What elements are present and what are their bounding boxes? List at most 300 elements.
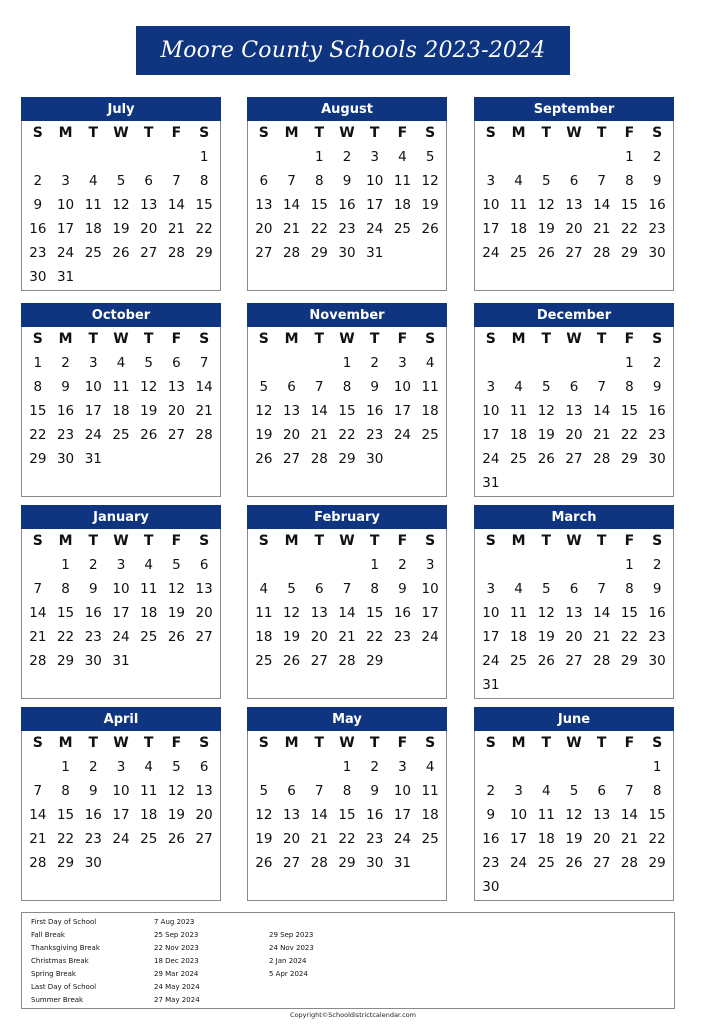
day-cell: 9 (370, 379, 379, 395)
weekday-label: W (113, 331, 129, 347)
day-cell: 12 (537, 197, 555, 213)
day-cell: 30 (648, 451, 666, 467)
day-cell: 6 (569, 379, 579, 395)
day-cell: 9 (486, 807, 496, 823)
day-cell: 24 (112, 629, 130, 645)
day-cell: 8 (61, 581, 70, 597)
month-march (474, 505, 674, 699)
day-cell: 2 (398, 557, 407, 573)
day-cell: 22 (29, 427, 47, 443)
day-cell: 3 (88, 355, 98, 371)
day-cell: 29 (620, 451, 639, 467)
day-cell: 6 (259, 173, 269, 189)
day-cell: 20 (195, 807, 213, 823)
day-cell: 14 (593, 197, 611, 213)
weekday-label: F (624, 533, 635, 549)
day-cell: 20 (140, 221, 158, 237)
day-cell: 1 (625, 149, 634, 165)
day-cell: 19 (255, 427, 273, 443)
day-cell: 6 (287, 379, 296, 395)
day-cell: 17 (421, 605, 439, 621)
day-cell: 15 (648, 807, 666, 823)
weekday-label: W (566, 331, 582, 347)
day-cell: 10 (482, 605, 500, 621)
day-cell: 13 (282, 807, 301, 823)
day-grid (22, 121, 220, 289)
day-cell: 20 (167, 403, 186, 419)
day-cell: 12 (537, 403, 555, 419)
day-cell: 5 (287, 581, 296, 597)
day-cell: 29 (620, 653, 639, 669)
day-cell: 3 (61, 173, 70, 189)
day-cell: 17 (393, 807, 412, 823)
day-cell: 14 (29, 807, 47, 823)
weekday-label: W (339, 533, 355, 549)
day-cell: 1 (625, 355, 634, 371)
day-cell: 30 (366, 451, 384, 467)
day-cell: 3 (116, 759, 126, 775)
day-cell: 26 (565, 855, 583, 871)
day-cell: 9 (652, 173, 662, 189)
weekday-label: S (258, 125, 269, 141)
day-cell: 13 (565, 197, 583, 213)
day-cell: 11 (509, 605, 528, 621)
day-cell: 22 (338, 831, 356, 847)
day-cell: 27 (195, 831, 213, 847)
weekday-label: T (314, 533, 325, 549)
day-cell: 16 (366, 403, 384, 419)
day-cell: 21 (29, 629, 47, 645)
day-grid (248, 327, 446, 471)
day-cell: 12 (167, 783, 186, 799)
day-cell: 13 (195, 581, 213, 597)
weekday-label: W (339, 125, 355, 141)
day-cell: 4 (116, 355, 126, 371)
day-cell: 21 (167, 221, 186, 237)
day-cell: 6 (597, 783, 606, 799)
day-cell: 30 (648, 653, 666, 669)
weekday-label: T (88, 125, 99, 141)
day-cell: 10 (509, 807, 528, 823)
day-cell: 22 (648, 831, 666, 847)
weekday-label: T (596, 125, 607, 141)
day-cell: 31 (84, 451, 102, 467)
day-cell: 6 (314, 581, 324, 597)
day-cell: 12 (255, 403, 273, 419)
day-cell: 26 (282, 653, 301, 669)
day-cell: 24 (421, 629, 439, 645)
day-cell: 5 (172, 557, 181, 573)
weekday-label: S (199, 533, 210, 549)
day-cell: 16 (338, 197, 356, 213)
day-cell: 7 (625, 783, 634, 799)
copyright: Copyright©Schooldistrictcalendar.com (290, 1011, 416, 1019)
empty-cell (532, 351, 560, 375)
day-cell: 4 (88, 173, 98, 189)
day-cell: 30 (56, 451, 75, 467)
day-cell: 23 (482, 855, 500, 871)
weekday-label: S (485, 125, 496, 141)
month-header: July (21, 97, 221, 121)
day-cell: 8 (61, 783, 70, 799)
weekday-label: T (143, 125, 154, 141)
day-cell: 14 (620, 807, 639, 823)
event-row (22, 942, 674, 955)
event-end: 29 Sep 2023 (269, 931, 314, 939)
day-cell: 8 (342, 379, 352, 395)
empty-cell (305, 351, 333, 375)
event-row (22, 994, 674, 1007)
day-cell: 15 (56, 807, 75, 823)
empty-cell (616, 755, 644, 779)
day-cell: 5 (172, 759, 181, 775)
day-cell: 16 (366, 807, 384, 823)
day-cell: 7 (597, 379, 606, 395)
day-cell: 29 (29, 451, 47, 467)
weekday-label: F (397, 331, 408, 347)
empty-cell (107, 145, 135, 169)
empty-cell (505, 145, 533, 169)
event-row (22, 981, 674, 994)
empty-cell (477, 351, 505, 375)
day-cell: 19 (282, 629, 301, 645)
day-cell: 7 (314, 783, 324, 799)
empty-cell (305, 755, 333, 779)
month-april (21, 707, 221, 901)
day-cell: 18 (509, 221, 528, 237)
day-cell: 1 (342, 355, 352, 371)
empty-cell (250, 351, 278, 375)
day-cell: 7 (597, 581, 606, 597)
day-cell: 5 (425, 149, 435, 165)
day-cell: 7 (342, 581, 352, 597)
day-cell: 30 (366, 855, 384, 871)
day-cell: 3 (398, 355, 407, 371)
day-cell: 21 (282, 221, 301, 237)
day-cell: 24 (393, 427, 412, 443)
weekday-label: T (596, 735, 607, 751)
day-cell: 11 (421, 379, 439, 395)
weekday-label: S (258, 735, 269, 751)
day-cell: 22 (620, 221, 639, 237)
day-cell: 9 (88, 581, 98, 597)
day-cell: 27 (140, 245, 158, 261)
day-cell: 11 (509, 197, 528, 213)
weekday-label: S (32, 533, 43, 549)
day-cell: 4 (514, 173, 523, 189)
day-cell: 9 (33, 197, 43, 213)
day-cell: 31 (366, 245, 384, 261)
weekday-label: M (511, 735, 526, 751)
day-cell: 29 (56, 653, 75, 669)
day-cell: 31 (482, 677, 500, 693)
day-cell: 11 (537, 807, 555, 823)
day-cell: 19 (167, 807, 186, 823)
empty-cell (588, 145, 616, 169)
day-cell: 24 (482, 245, 500, 261)
day-cell: 20 (282, 831, 301, 847)
day-cell: 2 (342, 149, 352, 165)
empty-cell (532, 755, 560, 779)
day-cell: 3 (486, 379, 496, 395)
day-cell: 20 (310, 629, 328, 645)
day-cell: 10 (482, 403, 500, 419)
empty-cell (278, 351, 306, 375)
day-cell: 9 (88, 783, 98, 799)
day-cell: 2 (33, 173, 43, 189)
event-name: First Day of School (31, 918, 97, 926)
day-cell: 28 (620, 855, 639, 871)
day-cell: 17 (482, 427, 500, 443)
day-cell: 6 (199, 759, 209, 775)
day-cell: 17 (509, 831, 528, 847)
event-start: 24 May 2024 (154, 983, 200, 991)
day-cell: 8 (314, 173, 324, 189)
day-grid (22, 529, 220, 673)
day-cell: 23 (366, 427, 384, 443)
day-cell: 29 (195, 245, 213, 261)
empty-cell (505, 553, 533, 577)
month-header: January (21, 505, 221, 529)
day-cell: 2 (652, 557, 662, 573)
day-cell: 2 (652, 149, 662, 165)
day-cell: 8 (625, 173, 634, 189)
day-cell: 6 (569, 173, 579, 189)
day-cell: 16 (393, 605, 412, 621)
empty-cell (52, 145, 80, 169)
day-cell: 20 (565, 221, 583, 237)
month-header: October (21, 303, 221, 327)
day-cell: 17 (84, 403, 102, 419)
day-cell: 9 (652, 379, 662, 395)
day-cell: 27 (255, 245, 273, 261)
day-cell: 19 (255, 831, 273, 847)
day-cell: 18 (255, 629, 273, 645)
day-cell: 26 (112, 245, 130, 261)
day-cell: 16 (482, 831, 500, 847)
day-cell: 15 (56, 605, 75, 621)
day-cell: 23 (56, 427, 75, 443)
day-cell: 26 (255, 855, 273, 871)
day-cell: 1 (652, 759, 662, 775)
day-cell: 28 (282, 245, 301, 261)
day-cell: 12 (112, 197, 130, 213)
day-cell: 27 (565, 245, 583, 261)
weekday-label: S (32, 125, 43, 141)
empty-cell (560, 351, 588, 375)
day-cell: 31 (482, 475, 500, 491)
day-cell: 14 (195, 379, 213, 395)
day-cell: 12 (282, 605, 301, 621)
day-cell: 12 (140, 379, 158, 395)
day-cell: 26 (255, 451, 273, 467)
month-header: November (247, 303, 447, 327)
day-cell: 19 (140, 403, 158, 419)
day-cell: 5 (541, 173, 551, 189)
day-cell: 15 (29, 403, 47, 419)
weekday-label: T (541, 735, 552, 751)
day-cell: 28 (195, 427, 213, 443)
day-cell: 25 (84, 245, 102, 261)
day-cell: 28 (593, 653, 611, 669)
weekday-label: S (199, 735, 210, 751)
weekday-label: F (624, 735, 635, 751)
day-cell: 25 (509, 451, 528, 467)
day-cell: 2 (370, 355, 379, 371)
empty-cell (305, 553, 333, 577)
month-december (474, 303, 674, 497)
weekday-label: M (58, 735, 73, 751)
day-cell: 6 (199, 557, 209, 573)
day-cell: 15 (195, 197, 213, 213)
day-cell: 15 (366, 605, 384, 621)
weekday-label: S (485, 331, 496, 347)
day-cell: 15 (620, 403, 639, 419)
day-cell: 4 (514, 581, 523, 597)
day-cell: 21 (29, 831, 47, 847)
empty-cell (532, 553, 560, 577)
day-cell: 5 (116, 173, 126, 189)
day-cell: 23 (29, 245, 47, 261)
day-cell: 10 (366, 173, 384, 189)
event-row (22, 929, 674, 942)
day-cell: 18 (140, 605, 158, 621)
day-cell: 13 (593, 807, 611, 823)
day-cell: 13 (167, 379, 186, 395)
day-cell: 3 (425, 557, 435, 573)
weekday-label: F (171, 735, 182, 751)
day-cell: 14 (310, 807, 328, 823)
day-cell: 5 (541, 379, 551, 395)
day-cell: 18 (140, 807, 158, 823)
day-cell: 24 (482, 653, 500, 669)
weekday-label: W (339, 735, 355, 751)
weekday-label: T (369, 331, 380, 347)
empty-cell (135, 145, 163, 169)
day-cell: 14 (310, 403, 328, 419)
day-cell: 6 (144, 173, 153, 189)
day-cell: 19 (537, 221, 555, 237)
day-cell: 8 (370, 581, 379, 597)
empty-cell (24, 755, 52, 779)
day-cell: 12 (167, 581, 186, 597)
day-cell: 11 (255, 605, 273, 621)
weekday-label: F (397, 533, 408, 549)
day-cell: 3 (514, 783, 523, 799)
day-cell: 16 (648, 403, 666, 419)
weekday-label: S (199, 125, 210, 141)
day-cell: 13 (565, 403, 583, 419)
day-cell: 3 (370, 149, 379, 165)
weekday-label: W (566, 125, 582, 141)
day-cell: 2 (61, 355, 70, 371)
day-cell: 22 (310, 221, 328, 237)
weekday-label: T (88, 533, 99, 549)
day-cell: 20 (565, 427, 583, 443)
day-cell: 13 (565, 605, 583, 621)
day-cell: 28 (593, 451, 611, 467)
day-cell: 25 (140, 831, 158, 847)
day-cell: 31 (393, 855, 412, 871)
day-cell: 10 (393, 379, 412, 395)
day-cell: 12 (565, 807, 583, 823)
day-cell: 22 (56, 629, 75, 645)
day-cell: 7 (314, 379, 324, 395)
month-header: February (247, 505, 447, 529)
day-cell: 23 (366, 831, 384, 847)
day-cell: 14 (593, 403, 611, 419)
day-cell: 31 (56, 269, 75, 285)
day-cell: 7 (287, 173, 296, 189)
day-cell: 3 (398, 759, 407, 775)
event-start: 25 Sep 2023 (154, 931, 199, 939)
day-cell: 23 (648, 427, 666, 443)
empty-cell (163, 145, 191, 169)
day-cell: 29 (648, 855, 666, 871)
day-cell: 7 (33, 581, 43, 597)
weekday-label: W (113, 735, 129, 751)
month-july (21, 97, 221, 291)
day-cell: 25 (509, 653, 528, 669)
day-grid (248, 121, 446, 265)
weekday-label: T (541, 125, 552, 141)
day-cell: 21 (338, 629, 356, 645)
day-cell: 4 (514, 379, 523, 395)
day-cell: 26 (167, 831, 186, 847)
day-cell: 6 (287, 783, 296, 799)
weekday-label: T (314, 735, 325, 751)
day-cell: 30 (84, 855, 102, 871)
weekday-label: F (624, 125, 635, 141)
month-header: March (474, 505, 674, 529)
month-june (474, 707, 674, 901)
day-cell: 18 (421, 403, 439, 419)
day-cell: 16 (29, 221, 47, 237)
day-cell: 29 (338, 855, 356, 871)
day-cell: 26 (537, 451, 555, 467)
day-cell: 11 (140, 581, 158, 597)
day-cell: 21 (195, 403, 213, 419)
day-cell: 17 (393, 403, 412, 419)
weekday-label: M (284, 533, 299, 549)
day-cell: 11 (393, 173, 412, 189)
calendar-title: Moore County Schools 2023-2024 (136, 26, 570, 75)
weekday-label: T (314, 331, 325, 347)
day-cell: 28 (310, 451, 328, 467)
day-cell: 27 (593, 855, 611, 871)
weekday-label: T (369, 533, 380, 549)
day-cell: 28 (338, 653, 356, 669)
day-grid (475, 327, 673, 495)
day-cell: 25 (255, 653, 273, 669)
day-cell: 24 (482, 451, 500, 467)
weekday-label: T (541, 331, 552, 347)
day-cell: 30 (648, 245, 666, 261)
weekday-label: F (171, 331, 182, 347)
day-cell: 20 (593, 831, 611, 847)
event-end: 24 Nov 2023 (269, 944, 314, 952)
day-cell: 20 (282, 427, 301, 443)
day-cell: 18 (112, 403, 130, 419)
day-cell: 25 (421, 427, 439, 443)
day-cell: 22 (620, 427, 639, 443)
day-cell: 2 (370, 759, 379, 775)
day-cell: 8 (342, 783, 352, 799)
weekday-label: S (652, 533, 663, 549)
empty-cell (505, 351, 533, 375)
weekday-label: W (113, 125, 129, 141)
event-start: 7 Aug 2023 (154, 918, 195, 926)
